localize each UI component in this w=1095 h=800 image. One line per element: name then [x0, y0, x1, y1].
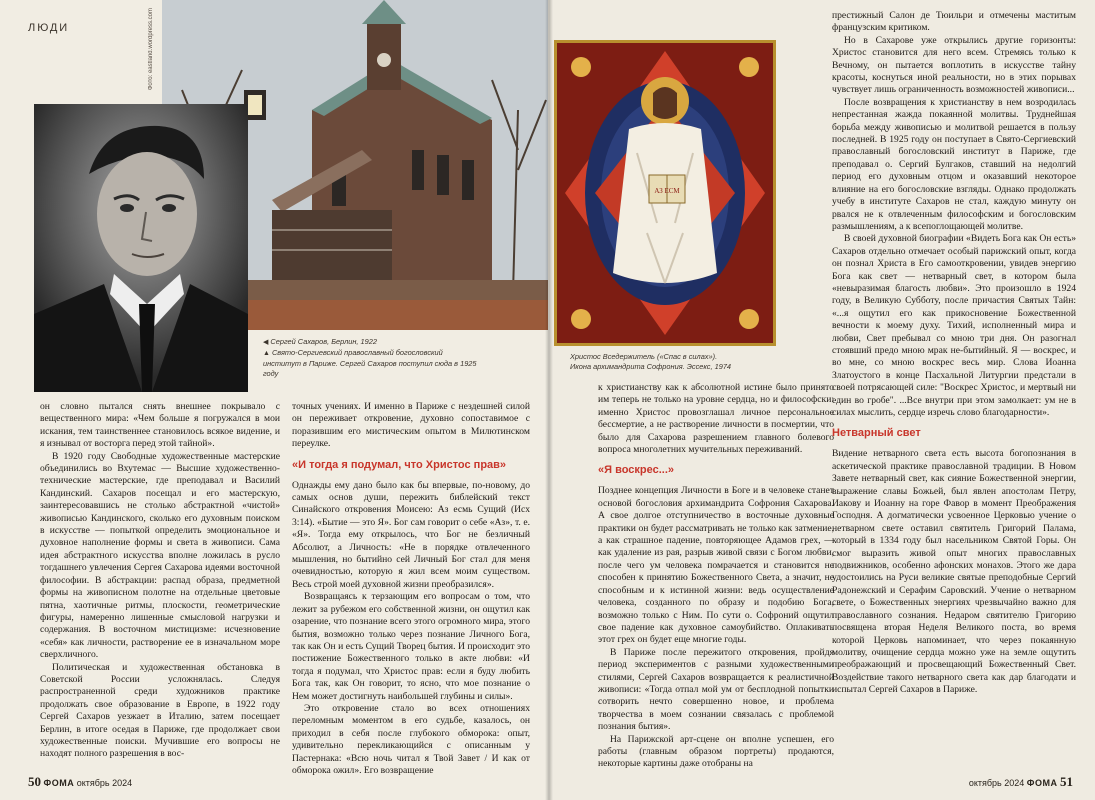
page-spine: [545, 0, 553, 800]
section-label: ЛЮДИ: [28, 22, 70, 34]
left-folio: [28, 774, 132, 790]
paragraph: точных учениях. И именно в Париже с нездешней силой он переживает откровение, духовно сопоставимое с поразившим его мистическим опытом в Милютинском переулке.: [292, 401, 530, 450]
portrait-caption-line: [263, 337, 478, 348]
icon-caption-title: Христос Вседержитель («Спас в силах»).: [570, 352, 718, 361]
right-folio: [969, 774, 1073, 790]
paragraph: Но в Сахарове уже открылись другие горизонты: Христос становится для него всем. Стремясь только к Вечному, он пытается воплотить в искусстве тайну красоты, коснуться иной реальности, но в этих порывах чувствует лишь ограниченность возможностей живописи...: [832, 34, 1076, 96]
paragraph: Позднее концепция Личности в Боге и в человеке станет основой богословия архимандрита Софрония Сахарова. А свое долгое отступничество в восточные духовные практики он будет рассматривать не только как затмение, а как страшное падение, повторяющее Адамов грех, — как удаление из рая, разрыв живой связи с Богом любви, после чего ум человека помрачается и становится не способен к принятию Божественного Света, а значит, не способным и к истинной жизни: ведь осуществление человека, созданного по образу и подобию Бога, возможно только с Ним. По сути о. Софроний ощутил свое падение как духовное самоубийство. Оплакивать этот грех он будет еще многие годы.: [598, 485, 834, 646]
portrait-illustration: [34, 104, 248, 392]
icon-caption-sub: Икона архимандрита Софрония. Эссекс, 1974: [570, 362, 732, 371]
page-number: 50: [28, 774, 41, 789]
paragraph: престижный Салон де Тюильри и отмечены маститым французским критиком.: [832, 10, 1076, 34]
right-column-2: [832, 10, 1076, 697]
church-caption-text: Свято-Сергиевский православный богословский институт в Париже. Сергей Сахаров поступил сюда в 1925 году: [263, 348, 477, 378]
portrait-photo: [34, 104, 248, 392]
issue-date: октябрь 2024: [968, 778, 1025, 788]
paragraph: Политическая и художественная обстановка в Советской России усложнялась. Следуя распространенной среди художников практике продолжать свое образование в Европе, в 1922 году Сергей Сахаров уезжает в Италию, затем посещает Берлин, в итоге оседая в Париже, где продолжает свои художественные поиски. Мучившие его вопросы не находят полного разрешения в вос-: [40, 661, 280, 760]
paragraph: Видение нетварного света есть высота богопознания в аскетической практике православной традиции. В Новом Завете нетварный свет, как сияние Божественной энергии, выражение славы Божьей, был явлен апостолам Петру, Иакову и Иоанну на горе Фавор в момент Преображения Господня. А догматически усвоенное Церковью учение о нетварном свете оставил святитель Григорий Палама, который в 1334 году был насельником Святой Горы. Он смог выразить живой опыт многих православных подвижников, особенно афонских монахов. Этого же дара удостоились на Руси великие святые преподобные Сергий Радонежский и Серафим Саровский. Учение о нетварном свете, о Божественных энергиях чрезвычайно важно для православного сознания. Недаром святителю Григорию посвящена вторая Неделя Великого поста, во время которой Церковь напоминает, что через покаянную молитву, очищение сердца можно уже на земле ощутить преображающий и просвещающий Божественный Свет. Воздействие такого нетварного света как дар благодати и испытал Сергей Сахаров в Париже.: [832, 448, 1076, 696]
section-heading: «И тогда я подумал, что Христос прав»: [292, 458, 507, 471]
paragraph: В 1920 году Свободные художественные мастерские объединились во Вхутемас — Высшие художественно-технические мастерские, где преподавал и Василий Кандинский. Сахаров посещал и его мастерскую, заинтересовавшись не столько абстрактной «чистой» живописью Кандинского, сколько его духовным поиском в искусстве — попыткой определить эмоциональное и духовное наполнение формы и света в живописи. Сама идея абстрактного искусства вполне ложилась в русло тогдашнего увлечения Сергея Сахарова идеями восточной философии. В абстракции: распад образа, предметной формы на живописном полотне на отдельные цветовые пятна, хаотичные ритмы, плоскости, геометрические фигуры, намеренно лишенные смысловой нагрузки и содержания. В восточном мистицизме: исчезновение «себя» как личности, растворение ее в изначальном море сверхличного.: [40, 450, 280, 661]
christ-icon-illustration: [557, 43, 773, 343]
portrait-caption: Сергей Сахаров, Берлин, 1922: [270, 337, 377, 346]
icon-book-text: АЗ ЕСМ: [654, 187, 680, 195]
paragraph: На Парижской арт-сцене он вполне успешен, его работы (главным образом портреты) продаются, некоторые картины даже отобраны на: [598, 733, 834, 770]
paragraph: он словно пытался снять внешнее покрывало с вещественного мира: «Чем больше я погружался в мои искания, тем таинственнее становилось всякое видение, и я изнывал от восторга перед этой тайной».: [40, 401, 280, 450]
section-heading: «Я воскрес...»: [598, 464, 674, 477]
paragraph: В Париже после пережитого откровения, пройдя период экспериментов с разными художественными стилями, Сергей Сахаров возвращается к реалистичной живописи: «Тогда отпал мой ум от бесплодной попытки сотворить нечто совершенно новое, и проблема творчества в моем сознании связалась с проблемой познания бытия».: [598, 646, 834, 733]
paragraph: Это откровение стало во всех отношениях переломным моментом в его судьбе, казалось, он приходил в себя после глубокого обморока: опыт, удивительно перекликающийся с описанным у Пастернака: «Всю ночь читал я Твой Завет / И как от обморока ожил». Его возвращение: [292, 702, 530, 776]
section-heading: Нетварный свет: [832, 427, 921, 440]
right-column-1: [598, 382, 834, 771]
up-arrow-icon: ▲: [263, 350, 270, 357]
photo-credit: Фото: eastland.wordpress.com: [148, 8, 154, 91]
magazine-name: ФОМА: [43, 778, 75, 788]
left-arrow-icon: ◀: [263, 339, 269, 346]
paragraph: к христианству как к абсолютной истине было принято им теперь не только на уровне сердца, но и философски: именно Христос провозглашал личное персональное бессмертие, а не растворение личности в посмертии, что было для Сахарова разрешением главного болевого вопроса многолетних мучительных переживаний.: [598, 382, 834, 456]
icon-caption: [570, 352, 790, 372]
left-column-2: [292, 401, 530, 777]
paragraph: Однажды ему дано было как бы впервые, по-новому, до самых основ души, пережить библейский текст Синайского откровения Моисею: Аз есмь Сущий (Исх 3:14). «Бытие — это Я». Бог сам говорит о себе «Аз», т. е. «Я». Тогда ему открылось, что Бог не безличный Абсолют, а Личность: «Не в порядке отвлеченного мышления, но бытийно сей Личный Бог стал для меня очевидностью, которую я жил всем моим существом. Весь строй моей духовной жизни преобразился».: [292, 479, 530, 590]
magazine-name: ФОМА: [1026, 778, 1058, 788]
icon-image: [554, 40, 776, 346]
church-caption-line: [263, 348, 478, 379]
left-column-1: [40, 401, 280, 761]
paragraph: Возвращаясь к терзающим его вопросам о том, что лежит за рубежом его собственной жизни, он ощутил как озарение, что познание всего этого огромного мира, этого бытия, возможно только через познание Личного Бога, так как Он и есть Сущий Творец бытия. И происходит это постижение Божественного только в акте любви: «И тогда я подумал, что Христос прав: если я буду любить Бога так, как Он говорит, то ясно, что мое познание о Нем может достигнуть наибольшей глубины и силы».: [292, 591, 530, 702]
issue-date: октябрь 2024: [76, 778, 133, 788]
paragraph: После возвращения к христианству в нем возродилась непрестанная жажда покаянной молитвы. Труднейшая борьба между живописью и молитвой решается в пользу последней. В 1925 году он поступает в Свято-Сергиевский православный богословский институт в Париже, где преподавал о. Сергий Булгаков, ставший на недолгий период его духовным отцом и оказавший некоторое влияние на его богословские взгляды. Однако продолжать учебу в институте Сахаров не стал, каждую минуту он рвался не к отвлеченным философским и богословским размышлениям, а к всепоглощающей молитве.: [832, 96, 1076, 232]
page-number: 51: [1060, 774, 1073, 789]
paragraph: В своей духовной биографии «Видеть Бога как Он есть» Сахаров отдельно отмечает особый парижский опыт, когда он познал Христа в Его самооткровении, увидев энергию Бога как свет — нетварный свет, в котором была «невыразимая благость любви». Это произошло в 1924 году, в Великую Субботу, после причастия Святых Тайн: «...я ощутил его как прикосновение Божественной вечности к моему духу. Тихий, исполненный мира и любви, Свет пребывал со мною три дня. Он разогнал стоявший предо мною мрак не-бытийный. Я — воскрес, и во мне, со мною воскрес весь мир. Слова Иоанна Златоустого в конце Пасхальной Литургии предстали в своей потрясающей силе: "Воскрес Христос, и мертвый ни един во гробе". ...Все внутри при этом замолкает: ум не в силах мыслить, сердце изречь слово благодарности».: [832, 233, 1076, 418]
church-caption: [263, 337, 478, 379]
right-page: [548, 0, 1095, 800]
